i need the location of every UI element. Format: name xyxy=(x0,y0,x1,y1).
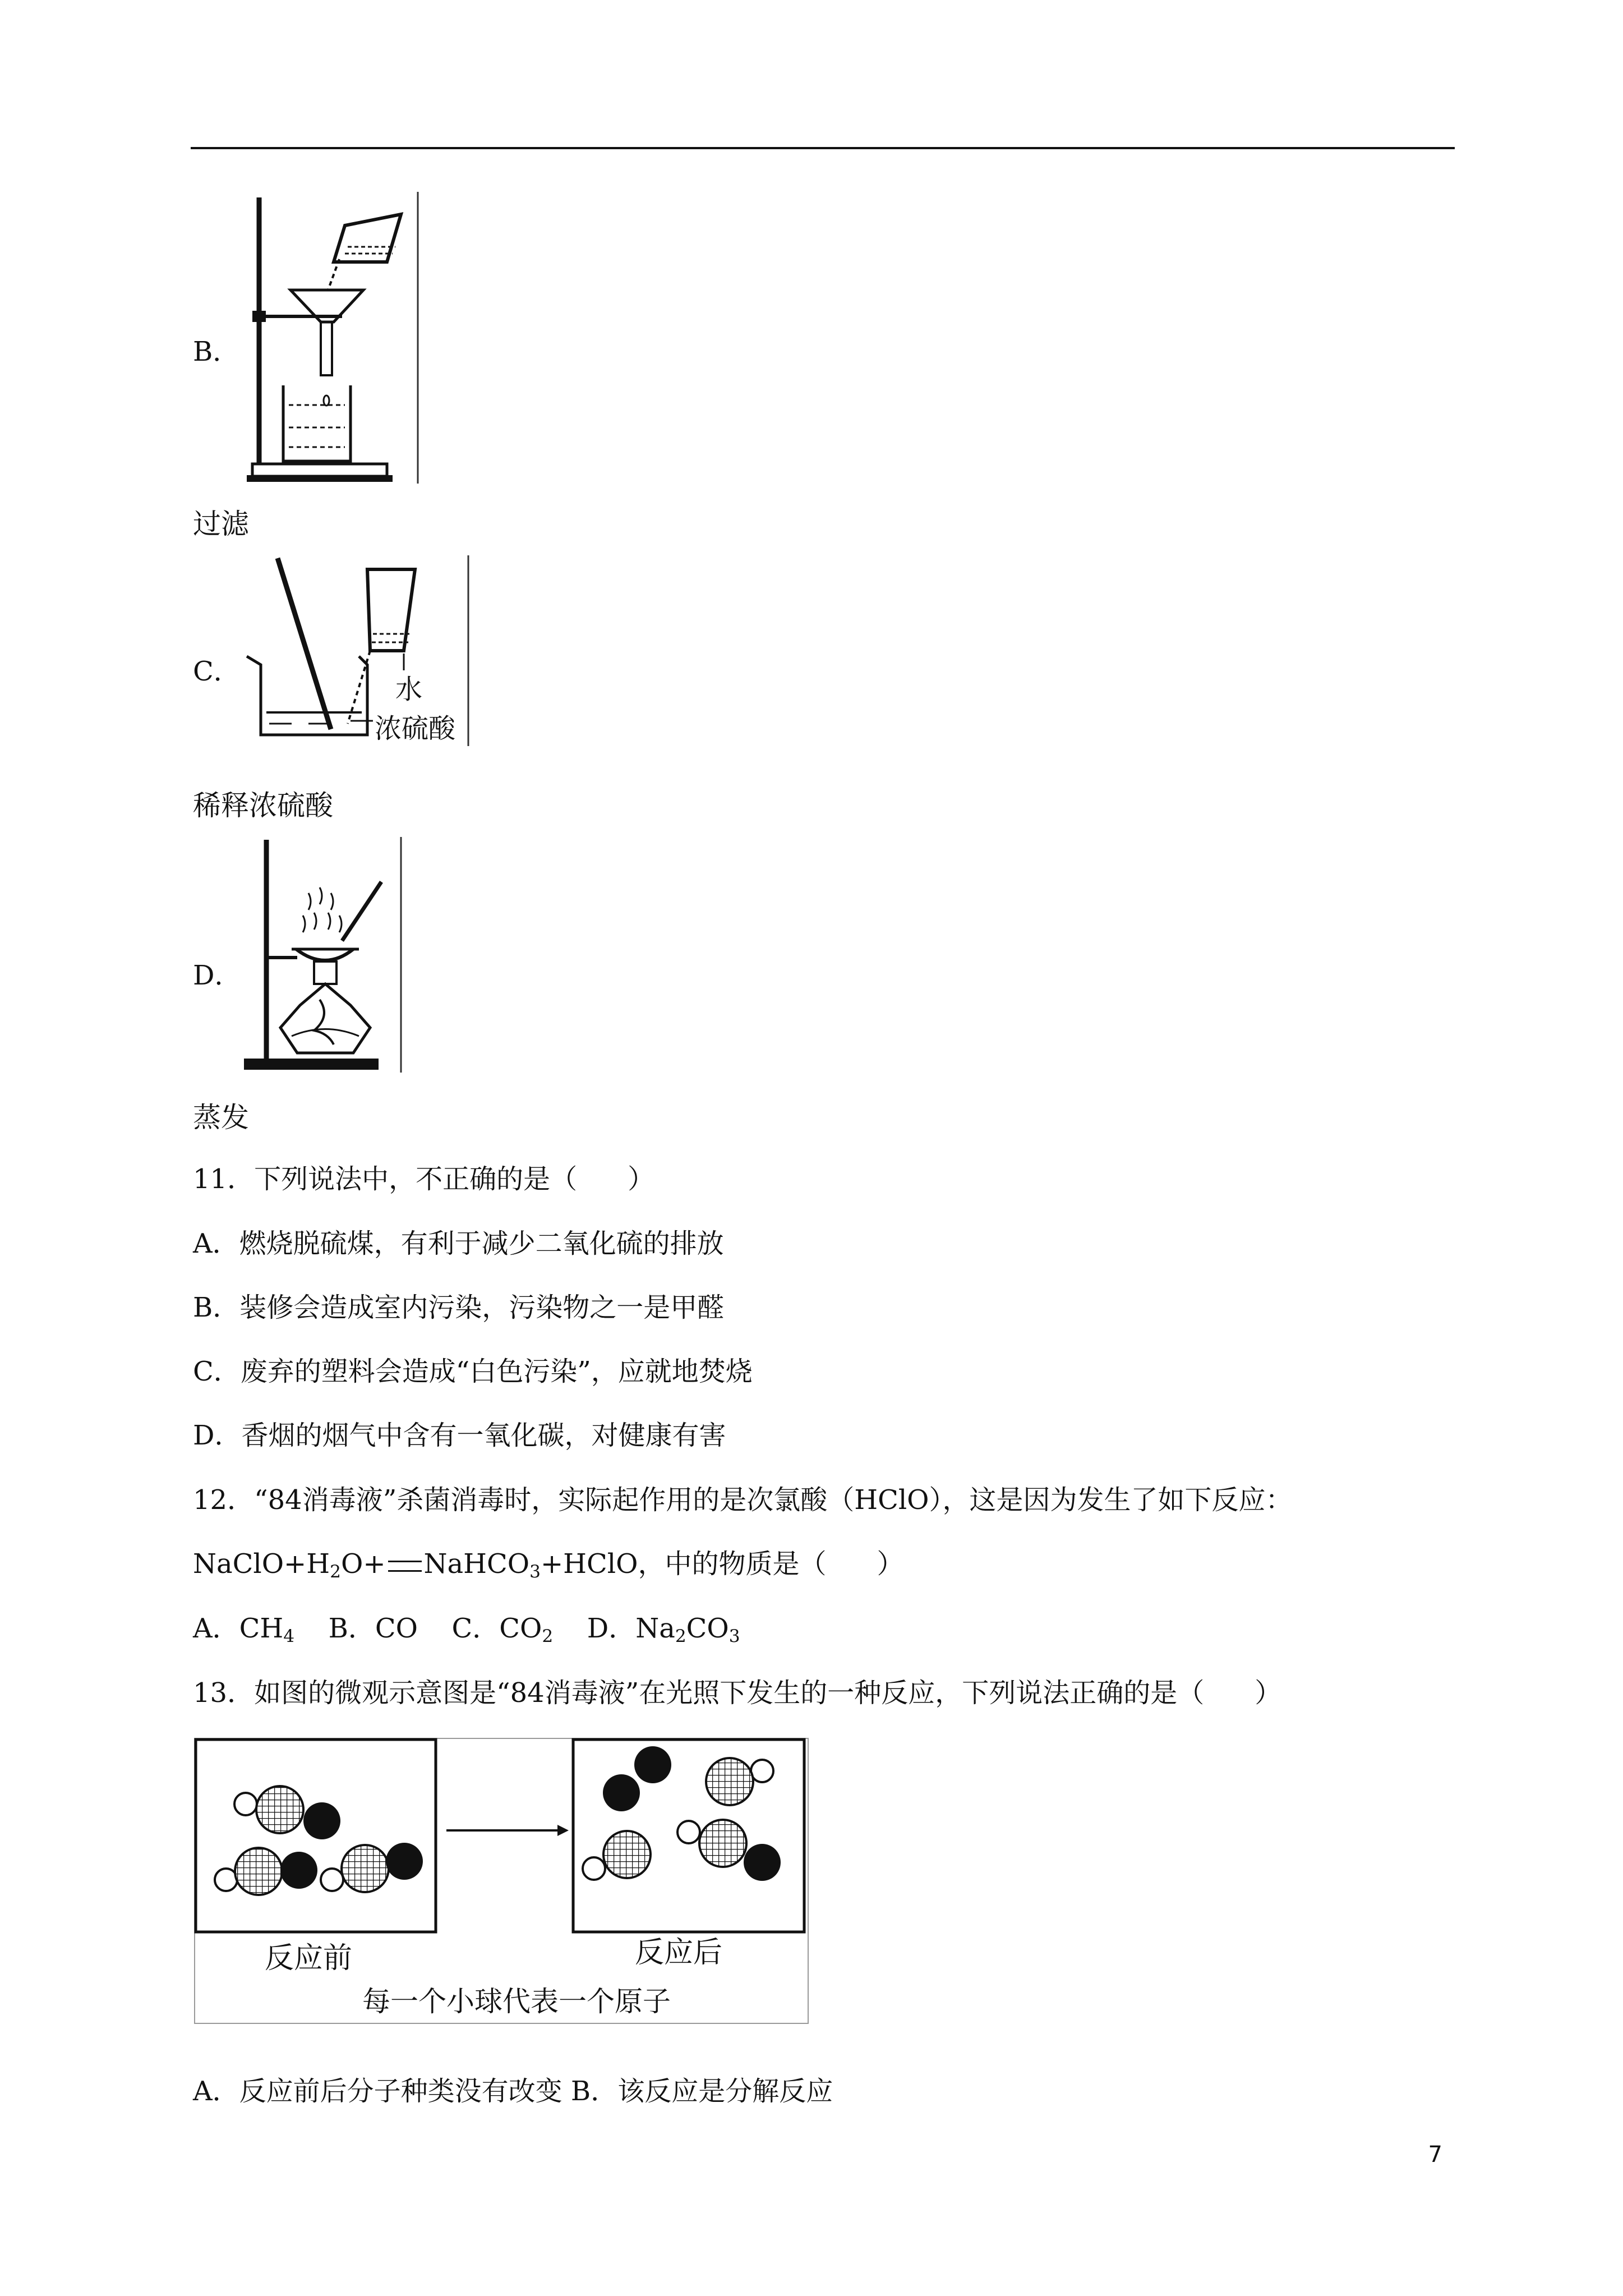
q12-eq-part-a: NaClO+H xyxy=(193,1548,330,1580)
q12-option-a: A．CH xyxy=(193,1613,284,1644)
figure-b-caption: 过滤 xyxy=(193,508,249,540)
q13-options: A．反应前后分子种类没有改变 B．该反应是分解反应 xyxy=(193,2076,833,2107)
q11-option-c: C．废弃的塑料会造成“白色污染”，应就地焚烧 xyxy=(193,1356,753,1387)
dilution-apparatus-figure xyxy=(236,555,471,746)
acid-label: 浓硫酸 xyxy=(375,713,456,744)
q13-stem xyxy=(193,1675,1281,1711)
q12-option-d-mid: CO xyxy=(686,1613,729,1644)
diagram-legend: 每一个小球代表一个原子 xyxy=(362,1985,671,2018)
q12-eq-part-c: NaHCO xyxy=(423,1548,530,1580)
q12-eq-sub-a: 2 xyxy=(330,1561,341,1582)
q11-stem-end: ） xyxy=(628,1163,655,1195)
figure-d-label: D． xyxy=(193,960,242,991)
before-label: 反应前 xyxy=(265,1941,353,1975)
q11-option-d: D．香烟的烟气中含有一氧化碳，对健康有害 xyxy=(193,1420,726,1451)
header-rule xyxy=(191,147,1455,149)
q13-stem-end: ） xyxy=(1255,1677,1282,1709)
q12-option-b: B．CO xyxy=(328,1613,418,1644)
q12-eq-end: ） xyxy=(877,1548,904,1580)
q12-equation xyxy=(193,1546,903,1582)
q12-stem: 12．“84消毒液”杀菌消毒时，实际起作用的是次氯酸（HClO），这是因为发生了如下反应： xyxy=(193,1484,1293,1516)
q11-option-a: A．燃烧脱硫煤，有利于减少二氧化硫的排放 xyxy=(193,1228,724,1259)
q12-option-c-sub: 2 xyxy=(542,1626,554,1646)
q12-eq-sub-c: 3 xyxy=(529,1561,541,1582)
q12-option-d: D．Na xyxy=(587,1613,675,1644)
q12-option-d-sub1: 2 xyxy=(675,1626,686,1646)
page-number: 7 xyxy=(1428,2142,1442,2168)
evaporation-apparatus-figure xyxy=(236,837,404,1073)
q11-stem-text: 11．下列说法中，不正确的是（ xyxy=(193,1163,578,1195)
q12-option-c: C．CO xyxy=(451,1613,542,1644)
q12-option-d-sub2: 3 xyxy=(728,1626,740,1646)
q13-stem-text: 13．如图的微观示意图是“84消毒液”在光照下发生的一种反应，下列说法正确的是（ xyxy=(193,1677,1205,1709)
q11-option-b: B．装修会造成室内污染，污染物之一是甲醛 xyxy=(193,1292,725,1323)
figure-c-caption: 稀释浓硫酸 xyxy=(193,789,333,822)
reaction-microscopic-diagram xyxy=(194,1738,809,2024)
q12-eq-part-b: O+ xyxy=(340,1548,386,1580)
figure-b-label: B． xyxy=(193,336,240,367)
figure-c-label: C． xyxy=(193,656,241,687)
equals-double-line-icon xyxy=(388,1561,422,1572)
q12-options xyxy=(193,1611,740,1646)
filtration-apparatus-figure xyxy=(236,192,421,484)
q12-eq-part-d: +HClO，中的物质是（ xyxy=(540,1548,827,1580)
after-label: 反应后 xyxy=(635,1936,723,1970)
q12-option-a-sub: 4 xyxy=(283,1626,295,1646)
figure-d-caption: 蒸发 xyxy=(193,1101,249,1134)
q11-stem xyxy=(193,1161,654,1197)
water-label: 水 xyxy=(395,674,423,705)
